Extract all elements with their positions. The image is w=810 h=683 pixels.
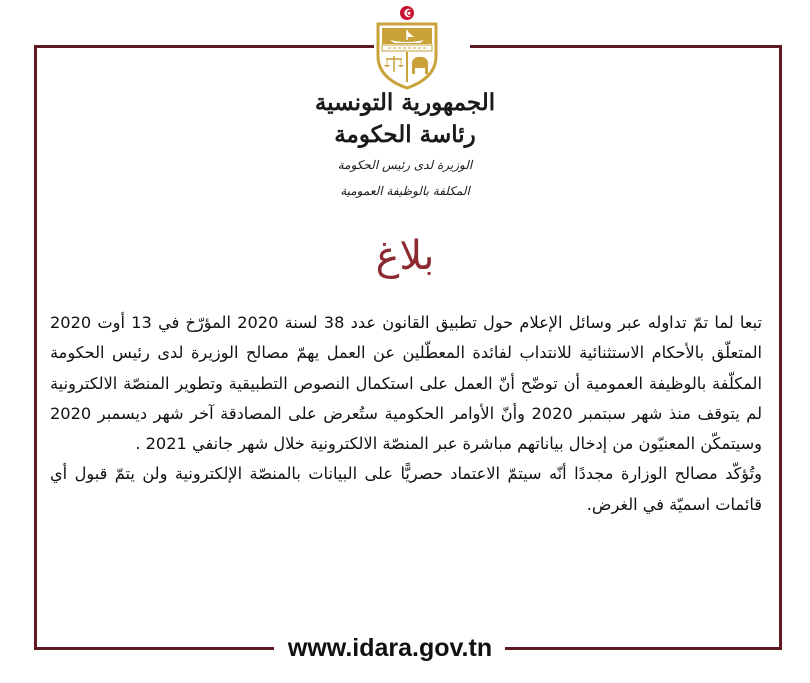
minister-line: الوزيرة لدى رئيس الحكومة: [337, 158, 473, 172]
notice-title: بلاغ: [375, 233, 435, 279]
presidency-heading: رئاسة الحكومة: [334, 121, 476, 148]
frame-top-left: [34, 45, 374, 48]
notice-paragraph-2: وتُؤكّد مصالح الوزارة مجددًا أنّه سيتمّ الاعتماد حصريًّا على البيانات بالمنصّة الإلكترونية ولن يتمّ قبول أي قائمات اسميّة في الغرض.: [50, 464, 762, 514]
frame-bottom-left: [34, 647, 274, 650]
notice-body: [50, 308, 762, 520]
website-link[interactable]: www.idara.gov.tn: [287, 634, 493, 662]
frame-left: [34, 45, 37, 650]
frame-bottom-right: [505, 647, 782, 650]
letterhead: [230, 88, 580, 200]
ministry-line: المكلفة بالوظيفة العمومية: [340, 184, 470, 198]
frame-top-right: [470, 45, 782, 48]
tunisia-coat-of-arms-emblem: [368, 4, 446, 90]
republic-heading: الجمهورية التونسية: [314, 89, 496, 116]
notice-paragraph-1: تبعا لما تمّ تداوله عبر وسائل الإعلام حول تطبيق القانون عدد 38 لسنة 2020 المؤرّخ في 13 أوت 2020 المتعلّق بالأحكام الاستثنائية للانتداب لفائدة المعطّلين عن العمل يهمّ مصالح الوزيرة لدى رئيس الحكومة المكلّفة بالوظيفة العمومية أن توضّح أنّ العمل على استكمال النصوص التطبيقية وتطوير المنصّة الالكترونية لم يتوقف منذ شهر سبتمبر 2020 وأنّ الأوامر الحكومية ستُعرض على المصادقة آخر شهر ديسمبر 2020 وسيتمكّن المعنيّون من إدخال بياناتهم مباشرة عبر المنصّة الالكترونية خلال شهر جانفي 2021 .: [50, 313, 762, 454]
frame-right: [779, 45, 782, 650]
